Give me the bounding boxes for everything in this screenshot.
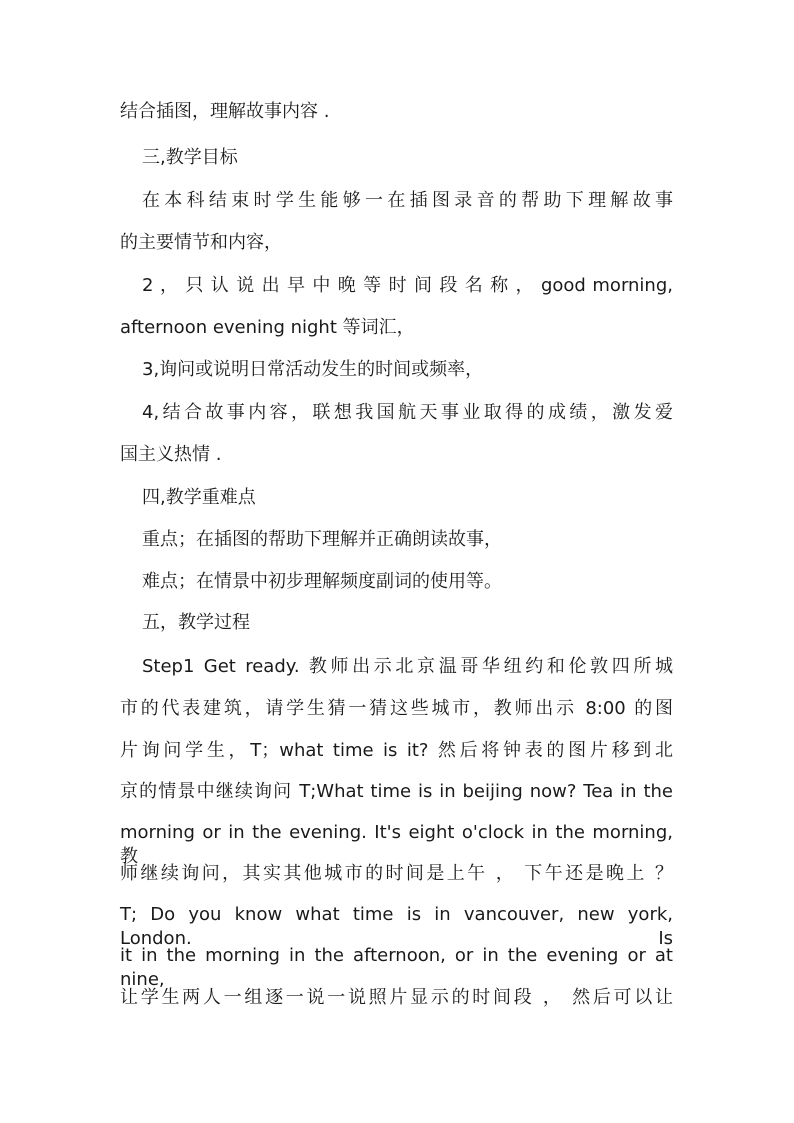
section-heading: 三,教学目标 <box>142 147 238 168</box>
text-line: 国主义热情 . <box>120 444 222 465</box>
section-heading: 四,教学重难点 <box>142 487 256 508</box>
text-line: 在本科结束时学生能够一在插图录音的帮助下理解故事 <box>142 190 673 211</box>
text-line: morning or in the evening. It's eight o'clock in the morning, 教 <box>120 822 673 867</box>
text-line: 市的代表建筑，请学生猜一猜这些城市，教师出示 8:00 的图 <box>120 698 673 719</box>
text-line: Step1 Get ready. 教师出示北京温哥华纽约和伦敦四所城 <box>142 656 673 677</box>
text-line: 让学生两人一组逐一说一说照片显示的时间段 ， 然后可以让 <box>120 987 673 1008</box>
text-line: 3,询问或说明日常活动发生的时间或频率， <box>142 359 484 380</box>
text-line: 师继续询问，其实其他城市的时间是上午 ， 下午还是晚上 ？ <box>120 863 673 884</box>
text-line: T; Do you know what time is in vancouver, new york, London. Is <box>120 904 673 949</box>
text-line: 2 ， 只 认 说 出 早 中 晚 等 时 间 段 名 称 ， good morning, <box>142 275 673 296</box>
text-line: 京的情景中继续询问 T;What time is in beijing now? Tea in the <box>120 781 673 802</box>
text-line: 4,结合故事内容，联想我国航天事业取得的成绩，激发爱 <box>142 402 673 423</box>
text-line: afternoon evening night 等词汇， <box>120 317 415 338</box>
section-heading: 五，教学过程 <box>142 612 250 633</box>
text-line: it in the morning in the afternoon, or in the evening or at nine, <box>120 945 673 990</box>
text-line: 的主要情节和内容， <box>120 232 282 253</box>
text-line: 重点；在插图的帮助下理解并正确朗读故事， <box>142 529 502 550</box>
text-line: 片询问学生，T；what time is it? 然后将钟表的图片移到北 <box>120 740 673 761</box>
text-line: 难点；在情景中初步理解频度副词的使用等。 <box>142 571 502 592</box>
text-line: 结合插图，理解故事内容 . <box>120 101 330 122</box>
